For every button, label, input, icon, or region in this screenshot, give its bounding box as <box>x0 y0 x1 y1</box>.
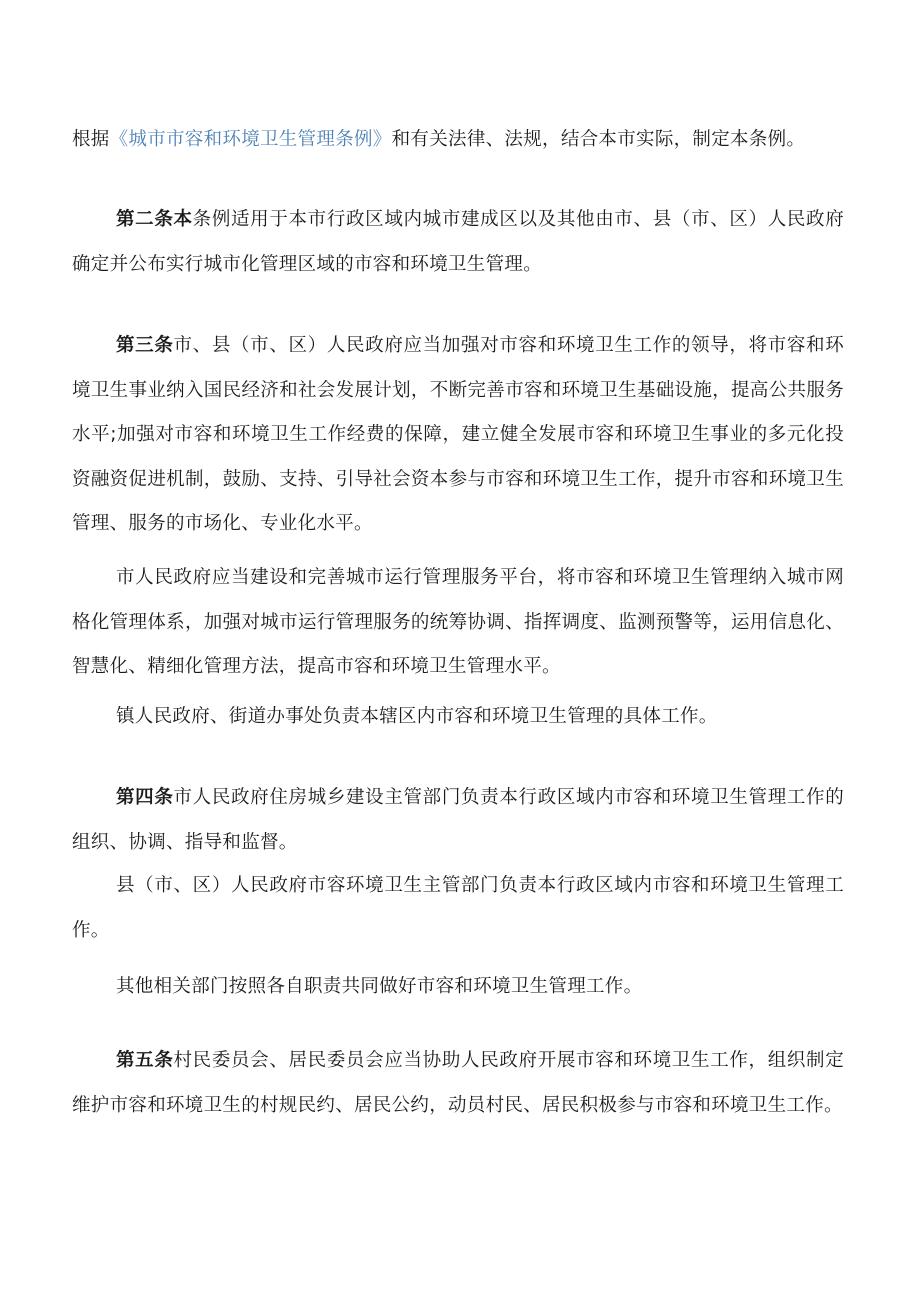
article-4-paragraph-2: 县（市、区）人民政府市容环境卫生主管部门负责本行政区域内市容和环境卫生管理工作。 <box>72 875 844 941</box>
article-5-label: 第五条 <box>116 1050 174 1071</box>
article-4-paragraph <box>72 776 844 865</box>
article-2-paragraph <box>72 198 844 287</box>
article-4-label: 第四条 <box>116 787 174 808</box>
article-3-paragraph-3: 镇人民政府、街道办事处负责本辖区内市容和环境卫生管理的具体工作。 <box>116 706 718 727</box>
article-5-paragraph <box>72 1039 844 1128</box>
intro-paragraph <box>72 118 844 163</box>
article-2-label: 第二条本 <box>116 209 193 230</box>
article-3-text: 市、县（市、区）人民政府应当加强对市容和环境卫生工作的领导，将市容和环境卫生事业纳入国民经济和社会发展计划，不断完善市容和环境卫生基础设施，提高公共服务水平;加强对市容和环境卫生工作经费的保障，建立健全发展市容和环境卫生事业的多元化投资融资促进机制，鼓励、支持、引导社会资本参与市容和环境卫生工作，提升市容和环境卫生管理、服务的市场化、专业化水平。 <box>72 335 844 534</box>
article-5-text: 村民委员会、居民委员会应当协助人民政府开展市容和环境卫生工作，组织制定维护市容和环境卫生的村规民约、居民公约，动员村民、居民积极参与市容和环境卫生工作。 <box>72 1050 844 1116</box>
intro-prefix: 根据 <box>72 129 110 150</box>
regulation-link[interactable]: 《城市市容和环境卫生管理条例》 <box>109 129 392 150</box>
article-3-label: 第三条 <box>116 335 174 356</box>
article-4-text: 市人民政府住房城乡建设主管部门负责本行政区域内市容和环境卫生管理工作的组织、协调、指导和监督。 <box>72 787 844 853</box>
article-3-paragraph <box>72 324 844 547</box>
article-4-paragraph-3: 其他相关部门按照各自职责共同做好市容和环境卫生管理工作。 <box>116 976 643 997</box>
intro-suffix: 和有关法律、法规，结合本市实际，制定本条例。 <box>391 129 806 150</box>
article-3-paragraph-2: 市人民政府应当建设和完善城市运行管理服务平台，将市容和环境卫生管理纳入城市网格化管理体系，加强对城市运行管理服务的统筹协调、指挥调度、监测预警等，运用信息化、智慧化、精细化管理方法，提高市容和环境卫生管理水平。 <box>72 567 844 677</box>
article-2-text: 条例适用于本市行政区域内城市建成区以及其他由市、县（市、区）人民政府确定并公布实行城市化管理区域的市容和环境卫生管理。 <box>72 209 844 275</box>
